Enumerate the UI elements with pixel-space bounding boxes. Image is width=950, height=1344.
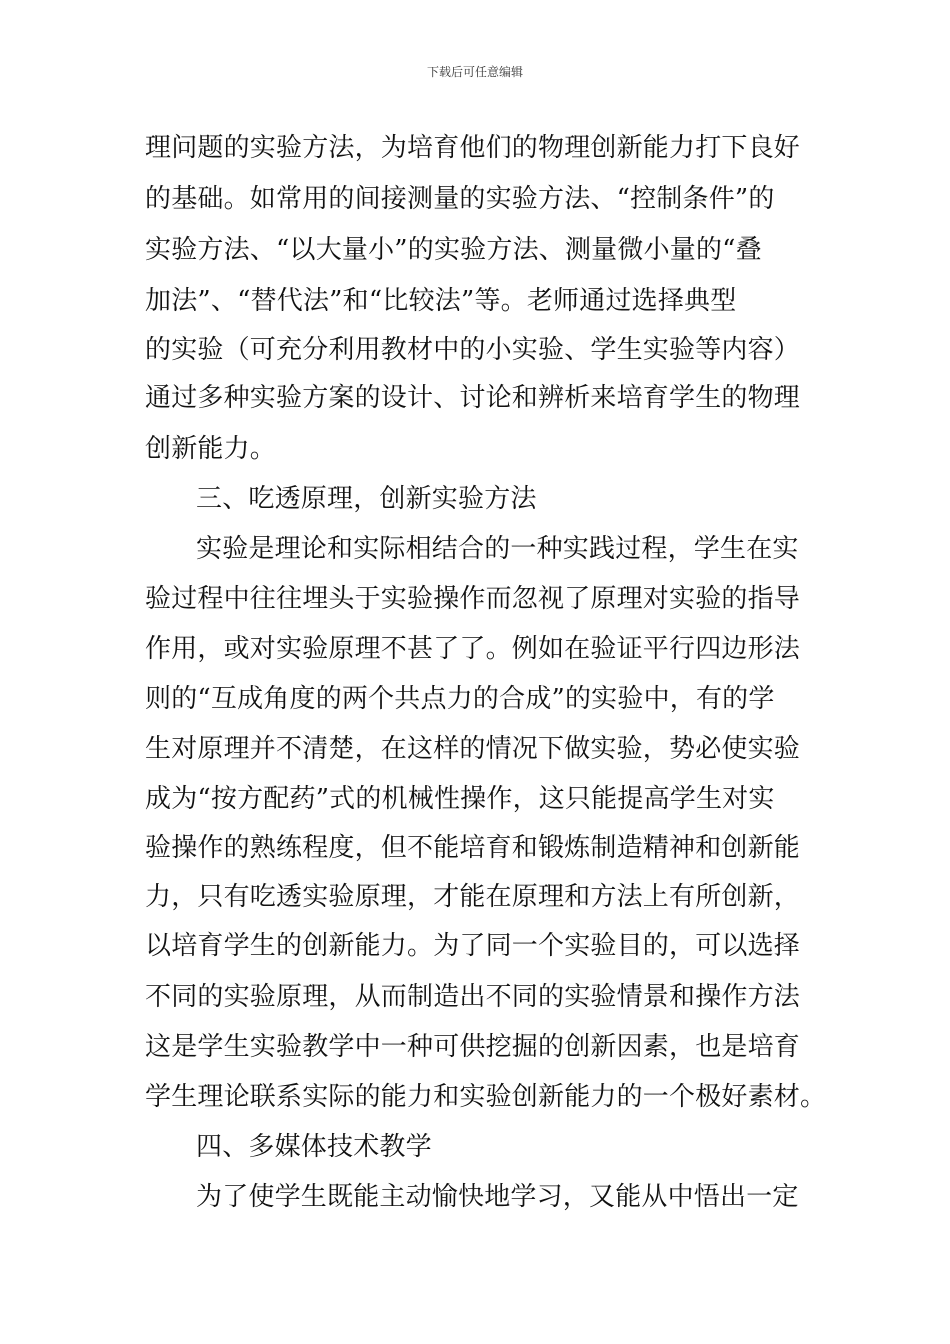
section-heading: 四、多媒体技术教学	[196, 1132, 432, 1162]
body-line: 生对原理并不清楚，在这样的情况下做实验，势必使实验	[145, 734, 801, 764]
body-line: 验过程中往往埋头于实验操作而忽视了原理对实验的指导	[145, 584, 801, 614]
body-line: 成为“按方配药”式的机械性操作，这只能提高学生对实	[145, 784, 775, 814]
body-line: 则的“互成角度的两个共点力的合成”的实验中，有的学	[145, 684, 775, 714]
body-line: 这是学生实验教学中一种可供挖掘的创新因素，也是培育	[145, 1032, 801, 1062]
paragraph-first-line: 实验是理论和实际相结合的一种实践过程，学生在实	[196, 534, 799, 564]
body-line: 作用，或对实验原理不甚了了。例如在验证平行四边形法	[145, 634, 801, 664]
paragraph-first-line: 为了使学生既能主动愉快地学习，又能从中悟出一定	[196, 1182, 799, 1212]
body-line: 的基础。如常用的间接测量的实验方法、“控制条件”的	[145, 184, 775, 214]
body-line: 力，只有吃透实验原理，才能在原理和方法上有所创新，	[145, 882, 801, 912]
body-line: 学生理论联系实际的能力和实验创新能力的一个极好素材。	[145, 1082, 827, 1112]
body-line: 以培育学生的创新能力。为了同一个实验目的，可以选择	[145, 931, 801, 961]
body-line: 验操作的熟练程度，但不能培育和锻炼制造精神和创新能	[145, 833, 801, 863]
page-header: 下载后可任意编辑	[426, 65, 523, 79]
body-line: 通过多种实验方案的设计、讨论和辨析来培育学生的物理	[145, 383, 801, 413]
section-heading: 三、吃透原理，创新实验方法	[196, 484, 537, 514]
body-line: 不同的实验原理，从而制造出不同的实验情景和操作方法	[145, 982, 801, 1012]
body-line: 实验方法、“以大量小”的实验方法、测量微小量的“叠	[145, 235, 762, 265]
body-line: 加法”、“替代法”和“比较法”等。老师通过选择典型	[145, 286, 737, 316]
body-line: 的实验（可充分利用教材中的小实验、学生实验等内容）	[145, 335, 801, 365]
body-line: 创新能力。	[145, 434, 277, 464]
body-line: 理问题的实验方法，为培育他们的物理创新能力打下良好	[145, 133, 801, 163]
